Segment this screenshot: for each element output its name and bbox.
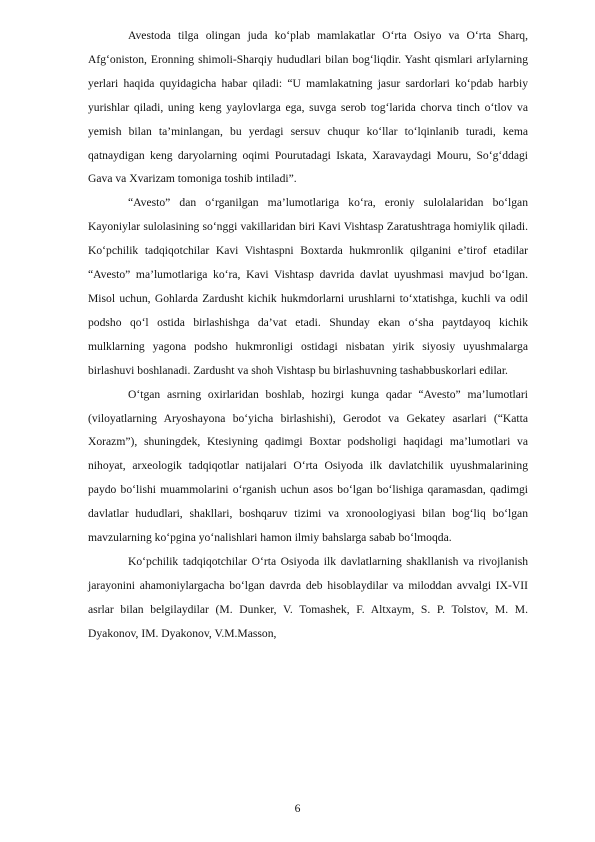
paragraph-2: “Avesto” dan o‘rganilgan ma’lumotlariga ko‘ra, eroniy sulolalaridan bo‘lgan Kayoniylar sulolasining so‘nggi vakillaridan biri Kavi Vishtasp Zaratushtraga homiylik qiladi. Ko‘pchilik tadqiqotchilar Kavi Vishtaspni Boxtarda hukmronlik qilganini e’tirof etadilar “Avesto” ma’lumotlariga ko‘ra, Kavi Vishtasp davrida davlat uyushmasi mavjud bo‘lgan. Misol uchun, Gohlarda Zardusht kichik hukmdorlarni urushlarni to‘xtatishga, kuchli va odil podsho qo‘l ostida birlashishga da’vat etadi. Shunday ekan o‘sha paytdayoq kichik mulklarning yagona podsho hukmronligi ostidagi nisbatan yirik siyosiy uyushmalarga birlashuvi boshlanadi. Zardusht va shoh Vishtasp bu birlashuvning tashabbuskorlari edilar. [88, 196, 528, 377]
paragraph-3: O‘tgan asrning oxirlaridan boshlab, hozirgi kunga qadar “Avesto” ma’lumotlari (viloyatlarning Aryoshayona bo‘yicha birlashishi), Gerodot va Gekatey asarlari (“Katta Xorazm”), shuningdek, Ktesiyning qadimgi Boxtar podsholigi haqidagi ma’lumotlari va nihoyat, arxeologik tadqiqotlar natijalari O‘rta Osiyoda ilk davlatchilik uyushmalarining paydo bo‘lishi muammolarini o‘rganish uchun asos bo‘lgan bo‘lishiga qaramasdan, qadimgi davlatlar hududlari, shakllari, boshqaruv tizimi va xronoologiyasi bilan bog‘liq bo‘lgan mavzularning ko‘pgina yo‘nalishlari hamon ilmiy bahslarga sabab bo‘lmoqda. [88, 387, 528, 545]
page-number: 6 [294, 802, 301, 815]
paragraph-1: Avestoda tilga olingan juda ko‘plab mamlakatlar O‘rta Osiyo va O‘rta Sharq, Afg‘oniston, Eronning shimoli-Sharqiy hududlari bilan bog‘liqdir. Yasht qismlari arIylarning yerlari haqida quyidagicha habar qiladi: “U mamlakatning jasur sardorlari ko‘pdab harbiy yurishlar qiladi, uning keng yaylovlarga ega, suvga serob tog‘larida chorva tinch o‘tlov va yemish bilan ta’minlangan, bu yerdagi sersuv chuqur ko‘llar to‘lqinlanib turadi, kema qatnaydigan keng daryolarning oqimi Pourutadagi Iskata, Xaravaydagi Mouru, So‘g‘ddagi Gava va Xvarizam tomoniga toshib intiladi”. [88, 29, 528, 186]
body-text [88, 24, 528, 646]
paragraph-4: Ko‘pchilik tadqiqotchilar O‘rta Osiyoda ilk davlatlarning shakllanish va rivojlanish jarayonini ahamoniylargacha bo‘lgan davrda deb hisoblaydilar va miloddan avvalgi IX-VII asrlar bilan belgilaydilar (M. Dunker, V. Tomashek, F. Altxaym, S. P. Tolstov, M. M. Dyakonov, IM. Dyakonov, V.M.Masson, [88, 554, 528, 640]
